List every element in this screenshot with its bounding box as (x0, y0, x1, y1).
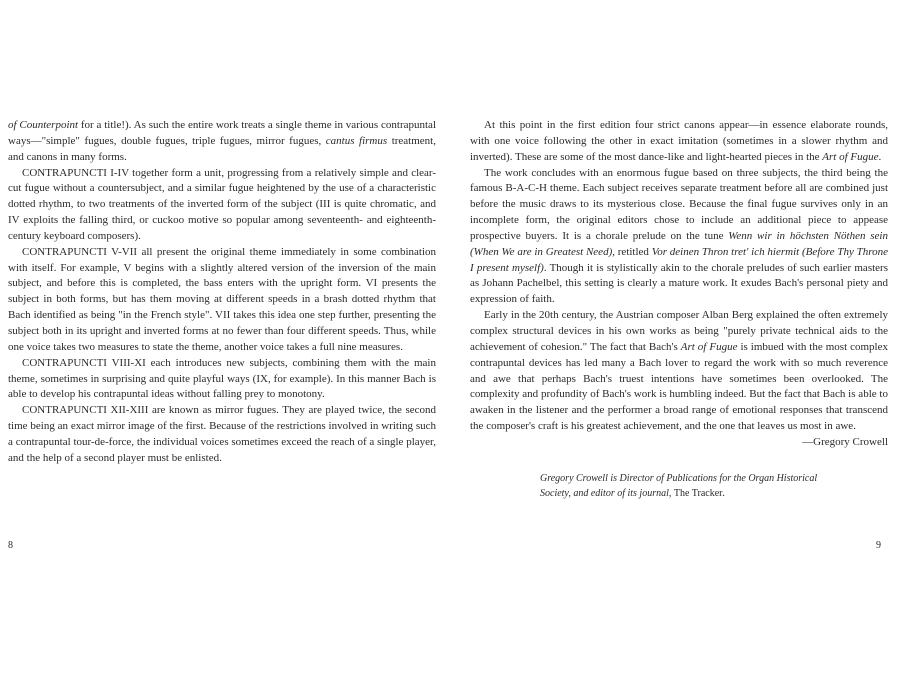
left-page (8, 118, 436, 467)
paragraph (8, 118, 436, 166)
paragraph: CONTRAPUNCTI V-VII all present the original theme immediately in some combination with itself. For example, V begins with a slightly altered version of the inversion of the main subject, and before this is completed, the bass enters with the upright form. VI presents the subject in both forms, but has them moving at different speeds in a brash dotted rhythm that Bach identified as being "in the French style". VII takes this idea one step further, presenting the subject both in its upright and inverted forms at no fewer than four different speeds. Thus, while one voice takes two measures to state the theme, another voice takes a full nine measures. (8, 245, 436, 353)
page-number-left: 8 (8, 540, 13, 551)
text-run: The work concludes with an enormous fugue based on three subjects, the third being the famous B-A-C-H theme. Each subject receives separate treatment before all are combined just before the music draws to its mysterious close. Because the final fugue survives only in an incomplete form, the original editors chose to include an additional piece to appease prospective buyers. It is a chorale prelude on the tune (470, 166, 888, 242)
italic-title: Vor deinen Thron tret' ich hiermit (Before Thy Throne I present myself) (470, 245, 888, 274)
author-signature: —Gregory Crowell (802, 435, 888, 448)
author-note (540, 471, 830, 501)
paragraph (470, 308, 888, 435)
paragraph: CONTRAPUNCTI VIII-XI each introduces new subjects, combining them with the main theme, sometimes in surprising and quite playful ways (IX, for example). In this manner Bach is able to develop his contrapuntal ideas without falling prey to monotony. (8, 356, 436, 401)
paragraph (470, 166, 888, 309)
italic-title: Wenn wir in höchsten Nöthen sein (When We are in Greatest Need) (470, 229, 888, 258)
text-run: At this point in the first edition four strict canons appear—in essence elaborate rounds, with one voice following the other in exact imitation (sometimes in a slower rhythm and inverted). These are some of the most dance-like and light-hearted pieces in the (470, 119, 888, 163)
italic-title: Art of Fugue (680, 340, 738, 353)
italic-term: cantus firmus (325, 134, 388, 147)
text-run: , retitled (612, 245, 652, 258)
text-run: for a title!). As such the entire work treats a single theme in various contrapuntal ways—"simple" fugues, double fugues, triple fugues, mirror fugues, (8, 119, 436, 147)
paragraph (470, 118, 888, 166)
paragraph: CONTRAPUNCTI XII-XIII are known as mirror fugues. They are played twice, the second time being an exact mirror image of the first. Because of the restrictions involved in writing such a contrapuntal tour-de-force, the individual voices sometimes exceed the reach of a single player, and the help of a second player must be enlisted. (8, 404, 436, 464)
text-run: . (722, 487, 725, 499)
italic-title: of Counterpoint (8, 119, 79, 131)
text-run: treatment, and canons in many forms. (8, 134, 436, 163)
text-run: is imbued with the most complex contrapuntal devices has led many a Bach lover to regard the work with so much reverence and awe that perhaps Bach's truest intentions have sometimes been overlooked. The complexity and profundity of Bach's work is humbling indeed. But the fact that Bach is able to awaken in the listener and the performer a broad range of emotional responses that transcend the composer's craft is his greatest achievement, and the one that leaves us most in awe. (470, 340, 888, 433)
page-number-right: 9 (876, 540, 881, 551)
journal-title: The Tracker (673, 487, 723, 499)
italic-title: Art of Fugue (822, 150, 879, 163)
text-run: Early in the 20th century, the Austrian composer Alban Berg explained the often extremely complex structural devices in his own works as being "purely private technical aids to the achievement of cohesion." The fact that Bach's (470, 309, 888, 353)
text-run: . (878, 150, 882, 163)
text-run: . Though it is stylistically akin to the chorale preludes of such earlier masters as Johann Pachelbel, this setting is clearly a mature work. It exudes Bach's personal piety and expression of faith. (470, 261, 888, 306)
right-page (470, 118, 888, 501)
text-run: Gregory Crowell is Director of Publications for the Organ Historical Society, and editor of its journal, (540, 472, 818, 499)
paragraph: CONTRAPUNCTI I-IV together form a unit, progressing from a relatively simple and clear-cut fugue without a countersubject, and a similar fugue heightened by the use of a characteristic dotted rhythm, to two treatments of the inverted form of the subject (III is quite chromatic, and IV exploits the falling third, or cuckoo motive so popular among seventeenth- and eighteenth-century keyboard composers). (8, 166, 436, 242)
